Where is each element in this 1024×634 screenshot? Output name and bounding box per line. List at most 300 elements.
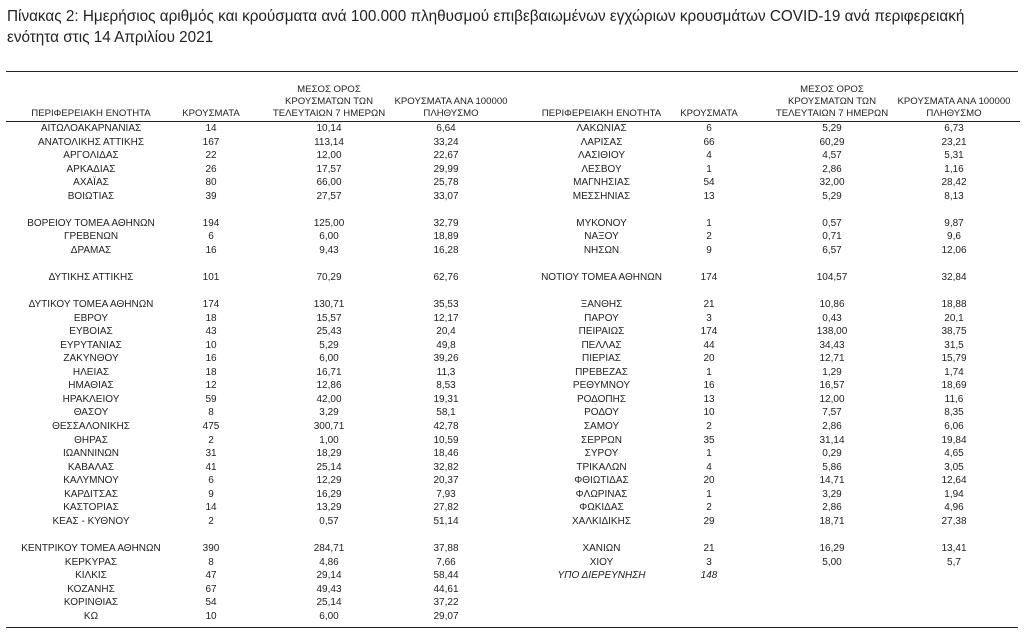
cell-per100k: 6,64 (436, 123, 456, 134)
cell-avg7: 5,29 (319, 339, 339, 351)
cell-cases: 18 (205, 312, 217, 324)
cell-region: ΑΡΓΟΛΙΔΑΣ (63, 150, 119, 162)
cell-cases: 66 (703, 136, 715, 148)
cell-per100k: 22,67 (433, 150, 459, 162)
cell-avg7: 138,00 (816, 326, 848, 338)
cell-avg7: 12,71 (819, 353, 845, 365)
cell-cases: 390 (202, 542, 220, 554)
cell-per100k: 4,96 (944, 502, 964, 514)
cell-per100k: 11,6 (944, 393, 964, 405)
cell-cases: 35 (703, 434, 715, 446)
cell-region: ΗΜΑΘΙΑΣ (68, 380, 114, 392)
cell-avg7: 6,00 (319, 610, 339, 622)
cell-per100k: 58,44 (433, 570, 459, 582)
header-avg7: ΜΕΣΟΣ ΟΡΟΣ ΚΡΟΥΣΜΑΤΩΝ ΤΩΝ ΤΕΛΕΥΤΑΙΩΝ 7 ΗΜΕΡΩΝ (775, 84, 889, 119)
table-row (6, 569, 514, 583)
cell-region: ΔΥΤΙΚΟΥ ΤΟΜΕΑ ΑΘΗΝΩΝ (28, 299, 154, 311)
table-row (6, 556, 514, 570)
cell-cases: 1 (706, 217, 712, 229)
cell-region: ΜΑΓΝΗΣΙΑΣ (573, 177, 630, 189)
cell-region: ΞΑΝΘΗΣ (580, 299, 623, 311)
table-row (514, 501, 1020, 515)
cell-cases: 54 (205, 597, 217, 609)
table-row (6, 217, 514, 231)
table-title: Πίνακας 2: Ημερήσιος αριθμός και κρούσματα ανά 100.000 πληθυσμού επιβεβαιωμένων εγχώριων κρουσμάτων COVID-19 ανά περιφερειακή ενότητα στις 14 Απριλίου 2021 (7, 8, 965, 46)
cell-per100k: 1,74 (944, 366, 964, 378)
table-row (6, 542, 514, 556)
cell-per100k: 5,7 (947, 556, 961, 568)
table-row (514, 474, 1020, 488)
table-row (514, 230, 1020, 244)
table-row (514, 136, 1020, 150)
table-row (6, 352, 514, 366)
cell-cases: 21 (703, 542, 715, 554)
cell-per100k: 18,89 (433, 231, 459, 243)
cell-per100k: 1,16 (944, 163, 964, 175)
cell-region: ΑΙΤΩΛΟΑΚΑΡΝΑΝΙΑΣ (40, 123, 142, 134)
cell-cases: 43 (205, 326, 217, 338)
cell-per100k: 29,07 (433, 610, 459, 622)
cell-cases: 59 (205, 393, 217, 405)
cell-region: ΚΙΛΚΙΣ (75, 570, 107, 582)
table-row (514, 420, 1020, 434)
cell-cases: 6 (208, 475, 214, 487)
cell-per100k: 32,79 (433, 217, 459, 229)
cell-per100k: 6,06 (944, 421, 964, 433)
cell-region: ΔΥΤΙΚΗΣ ΑΤΤΙΚΗΣ (48, 272, 134, 284)
cell-per100k: 39,26 (433, 353, 459, 365)
cell-cases: 6 (208, 231, 214, 243)
cell-region: ΡΕΘΥΜΝΟΥ (572, 380, 631, 392)
table-row (514, 271, 1020, 285)
cell-region: ΕΥΒΟΙΑΣ (69, 326, 113, 338)
cell-region: ΣΕΡΡΩΝ (581, 434, 622, 446)
cell-cases: 148 (700, 570, 718, 582)
right-table-body (514, 122, 1020, 583)
cell-avg7: 42,00 (316, 393, 342, 405)
cell-cases: 2 (706, 502, 712, 514)
cell-cases: 14 (205, 502, 217, 514)
cell-avg7: 25,14 (316, 597, 342, 609)
cell-cases: 3 (706, 556, 712, 568)
cell-per100k: 23,21 (941, 136, 967, 148)
cell-region: ΑΡΚΑΔΙΑΣ (66, 163, 116, 175)
cell-cases: 3 (706, 312, 712, 324)
table-row (6, 271, 514, 285)
table-row (6, 393, 514, 407)
cell-region: ΚΩ (83, 610, 99, 622)
cell-per100k: 44,61 (433, 583, 459, 595)
cell-per100k: 35,53 (433, 299, 459, 311)
header-per100k: ΚΡΟΥΣΜΑΤΑ ΑΝΑ 100000 ΠΛΗΘΥΣΜΟ (394, 96, 508, 119)
cell-cases: 13 (703, 190, 715, 202)
cell-region: ΚΑΒΑΛΑΣ (67, 461, 115, 473)
cell-avg7: 12,29 (316, 475, 342, 487)
cell-per100k: 19,31 (433, 393, 459, 405)
table-row (6, 298, 514, 312)
cell-region: ΧΑΛΚΙΔΙΚΗΣ (572, 515, 631, 527)
cell-avg7: 31,14 (819, 434, 845, 446)
table-row (6, 610, 514, 624)
cell-avg7: 7,57 (822, 407, 842, 419)
cell-avg7: 16,71 (316, 366, 342, 378)
cell-per100k: 20,1 (944, 312, 964, 324)
table-row (514, 393, 1020, 407)
cell-region: ΗΛΕΙΑΣ (72, 366, 110, 378)
table-row (6, 339, 514, 353)
table-row (514, 556, 1020, 570)
spacer-row (514, 257, 1020, 271)
cell-avg7: 0,43 (822, 312, 842, 324)
cell-per100k: 12,06 (941, 244, 967, 256)
table-row (6, 461, 514, 475)
cell-avg7: 12,00 (819, 393, 845, 405)
table-row (6, 434, 514, 448)
cell-cases: 2 (208, 515, 214, 527)
cell-per100k: 25,78 (433, 177, 459, 189)
cell-per100k: 4,65 (944, 448, 964, 460)
cell-region: ΠΡΕΒΕΖΑΣ (575, 366, 628, 378)
cell-region: ΦΘΙΩΤΙΔΑΣ (574, 475, 629, 487)
cell-region: ΡΟΔΟΥ (584, 407, 619, 419)
cell-per100k: 11,3 (436, 366, 456, 378)
cell-avg7: 13,29 (316, 502, 342, 514)
cell-region: ΠΕΛΛΑΣ (581, 339, 622, 351)
cell-region: ΘΕΣΣΑΛΟΝΙΚΗΣ (52, 421, 130, 433)
cell-cases: 39 (205, 190, 217, 202)
cell-avg7: 5,86 (822, 461, 842, 473)
cell-cases: 6 (706, 123, 712, 134)
cell-avg7: 32,00 (819, 177, 845, 189)
left-table-header (6, 72, 514, 122)
cell-region: ΛΕΣΒΟΥ (581, 163, 622, 175)
cell-avg7: 4,57 (822, 150, 842, 162)
cell-per100k: 31,5 (944, 339, 964, 351)
spacer-row (6, 257, 514, 271)
cell-cases: 12 (205, 380, 217, 392)
cell-avg7: 1,29 (822, 366, 842, 378)
cell-region: ΗΡΑΚΛΕΙΟΥ (62, 393, 120, 405)
cell-region: ΦΩΚΙΔΑΣ (579, 502, 624, 514)
cell-avg7: 16,29 (819, 542, 845, 554)
cell-per100k: 16,28 (433, 244, 459, 256)
cell-per100k: 1,94 (944, 488, 964, 500)
cell-per100k: 29,99 (433, 163, 459, 175)
table-row (514, 325, 1020, 339)
cell-per100k: 32,84 (941, 272, 967, 284)
cell-per100k: 28,42 (941, 177, 967, 189)
cell-cases: 14 (205, 123, 217, 134)
cell-cases: 2 (706, 421, 712, 433)
cell-per100k: 13,41 (941, 542, 967, 554)
cell-region: ΚΑΛΥΜΝΟΥ (63, 475, 119, 487)
cell-avg7: 104,57 (816, 272, 848, 284)
cell-cases: 31 (205, 448, 217, 460)
table-row (514, 488, 1020, 502)
cell-avg7: 9,43 (319, 244, 339, 256)
cell-cases: 167 (202, 136, 220, 148)
table-row (514, 569, 1020, 583)
cell-cases: 8 (208, 407, 214, 419)
cell-cases: 174 (700, 326, 718, 338)
table-row (6, 420, 514, 434)
cell-avg7: 10,14 (316, 123, 342, 134)
cell-avg7: 25,14 (316, 461, 342, 473)
cell-region: ΧΙΟΥ (589, 556, 614, 568)
table-row (6, 230, 514, 244)
table-row (6, 447, 514, 461)
table-row (6, 244, 514, 258)
table-row (6, 163, 514, 177)
cell-cases: 9 (208, 488, 214, 500)
cell-region: ΠΑΡΟΥ (584, 312, 619, 324)
cell-avg7: 6,00 (319, 353, 339, 365)
cell-per100k: 18,88 (941, 299, 967, 311)
cell-per100k: 51,14 (433, 515, 459, 527)
cell-per100k: 8,53 (436, 380, 456, 392)
cell-avg7: 60,29 (819, 136, 845, 148)
spacer-row (6, 203, 514, 217)
cell-avg7: 6,00 (319, 231, 339, 243)
table-row (6, 583, 514, 597)
table-row (6, 312, 514, 326)
cell-per100k: 15,79 (941, 353, 967, 365)
cell-region: ΚΕΑΣ - ΚΥΘΝΟΥ (52, 515, 130, 527)
cell-region: ΒΟΙΩΤΙΑΣ (67, 190, 115, 202)
cell-per100k: 7,93 (436, 488, 456, 500)
table-row (514, 366, 1020, 380)
cell-cases: 10 (205, 610, 217, 622)
table-row (514, 217, 1020, 231)
cell-avg7: 5,29 (822, 190, 842, 202)
table-row (514, 339, 1020, 353)
header-cases: ΚΡΟΥΣΜΑΤΑ (182, 108, 240, 119)
spacer-row (6, 285, 514, 299)
bottom-rule (6, 627, 1018, 628)
cell-per100k: 9,87 (944, 217, 964, 229)
cell-cases: 174 (202, 299, 220, 311)
cell-cases: 18 (205, 366, 217, 378)
cell-per100k: 37,88 (433, 542, 459, 554)
table-row (514, 298, 1020, 312)
cell-cases: 44 (703, 339, 715, 351)
cell-region: ΧΑΝΙΩΝ (582, 542, 621, 554)
cell-avg7: 130,71 (313, 299, 345, 311)
cell-cases: 1 (706, 448, 712, 460)
cell-cases: 20 (703, 353, 715, 365)
cell-region: ΦΛΩΡΙΝΑΣ (575, 488, 628, 500)
cell-cases: 174 (700, 272, 718, 284)
cell-per100k: 42,78 (433, 421, 459, 433)
cell-per100k: 8,35 (944, 407, 964, 419)
cell-region: ΣΑΜΟΥ (583, 421, 620, 433)
table-row (514, 406, 1020, 420)
spacer-row (514, 203, 1020, 217)
spacer-row (514, 285, 1020, 299)
cell-cases: 1 (706, 488, 712, 500)
table-row (6, 515, 514, 529)
table-row (6, 501, 514, 515)
cell-avg7: 29,14 (316, 570, 342, 582)
cell-per100k: 32,82 (433, 461, 459, 473)
cell-avg7: 17,57 (316, 163, 342, 175)
cell-per100k: 6,73 (944, 123, 964, 134)
cell-avg7: 0,57 (822, 217, 842, 229)
cell-region: ΚΟΖΑΝΗΣ (67, 583, 115, 595)
table-row (514, 176, 1020, 190)
cell-avg7: 5,29 (822, 123, 842, 134)
table-row (6, 406, 514, 420)
cell-cases: 475 (202, 421, 220, 433)
cell-cases: 67 (205, 583, 217, 595)
cell-region: ΒΟΡΕΙΟΥ ΤΟΜΕΑ ΑΘΗΝΩΝ (27, 217, 155, 229)
cell-cases: 22 (205, 150, 217, 162)
cell-cases: 16 (205, 244, 217, 256)
cell-region: ΤΡΙΚΑΛΩΝ (576, 461, 627, 473)
cell-region: ΜΥΚΟΝΟΥ (576, 217, 627, 229)
table-row (6, 149, 514, 163)
right-table-header (514, 72, 1020, 122)
table-row (514, 447, 1020, 461)
cell-region: ΕΥΡΥΤΑΝΙΑΣ (60, 339, 122, 351)
table-row (514, 461, 1020, 475)
cell-avg7: 16,29 (316, 488, 342, 500)
table-row (514, 379, 1020, 393)
cell-cases: 2 (208, 434, 214, 446)
table-row (6, 596, 514, 610)
cell-avg7: 27,57 (316, 190, 342, 202)
cell-cases: 16 (205, 353, 217, 365)
cell-avg7: 2,86 (822, 421, 842, 433)
cell-cases: 29 (703, 515, 715, 527)
cell-avg7: 3,29 (822, 488, 842, 500)
cell-region: ΔΡΑΜΑΣ (70, 244, 112, 256)
cell-per100k: 62,76 (433, 272, 459, 284)
cell-cases: 10 (205, 339, 217, 351)
cell-avg7: 284,71 (313, 542, 345, 554)
table-row (6, 474, 514, 488)
table-row (6, 488, 514, 502)
cell-avg7: 16,57 (819, 380, 845, 392)
cell-cases: 101 (202, 272, 220, 284)
cell-per100k: 19,84 (941, 434, 967, 446)
cell-region: ΕΒΡΟΥ (73, 312, 109, 324)
header-region: ΠΕΡΙΦΕΡΕΙΑΚΗ ΕΝΟΤΗΤΑ (541, 108, 662, 119)
cell-region: ΚΕΡΚΥΡΑΣ (64, 556, 118, 568)
cell-avg7: 66,00 (316, 177, 342, 189)
cell-per100k: 12,17 (433, 312, 459, 324)
table-row (514, 163, 1020, 177)
header-per100k: ΚΡΟΥΣΜΑΤΑ ΑΝΑ 100000 ΠΛΗΘΥΣΜΟ (897, 96, 1011, 119)
cell-region: ΠΙΕΡΙΑΣ (582, 353, 621, 365)
table-row (514, 434, 1020, 448)
cell-avg7: 0,71 (822, 231, 842, 243)
table-row (6, 122, 514, 136)
cell-avg7: 34,43 (819, 339, 845, 351)
cell-region: ΚΕΝΤΡΙΚΟΥ ΤΟΜΕΑ ΑΘΗΝΩΝ (21, 542, 161, 554)
cell-cases: 9 (706, 244, 712, 256)
left-table-body (6, 122, 514, 623)
cell-per100k: 5,31 (944, 150, 964, 162)
cell-per100k: 7,66 (436, 556, 456, 568)
cell-region: ΡΟΔΟΠΗΣ (576, 393, 627, 405)
cell-per100k: 9,6 (947, 231, 961, 243)
cell-avg7: 113,14 (314, 136, 344, 148)
cell-avg7: 12,86 (316, 380, 342, 392)
cell-cases: 1 (706, 366, 712, 378)
cell-avg7: 2,86 (822, 502, 842, 514)
table-row (514, 190, 1020, 204)
cell-cases: 16 (703, 380, 715, 392)
cell-region: ΠΕΙΡΑΙΩΣ (578, 326, 625, 338)
cell-cases: 13 (703, 393, 715, 405)
cell-avg7: 300,71 (313, 421, 345, 433)
cell-cases: 4 (706, 461, 712, 473)
cell-avg7: 0,57 (319, 515, 339, 527)
cell-region: ΖΑΚΥΝΘΟΥ (63, 353, 119, 365)
cell-per100k: 10,59 (433, 434, 459, 446)
cell-region: ΚΑΣΤΟΡΙΑΣ (63, 502, 119, 514)
table-row (6, 136, 514, 150)
cell-per100k: 20,37 (433, 475, 459, 487)
cell-cases: 1 (706, 163, 712, 175)
cell-region: ΝΟΤΙΟΥ ΤΟΜΕΑ ΑΘΗΝΩΝ (541, 272, 662, 284)
cell-cases: 41 (205, 461, 217, 473)
table-row (514, 122, 1020, 136)
header-region: ΠΕΡΙΦΕΡΕΙΑΚΗ ΕΝΟΤΗΤΑ (31, 108, 151, 119)
table-row (6, 176, 514, 190)
cell-region: ΛΑΚΩΝΙΑΣ (576, 123, 627, 134)
cell-cases: 47 (205, 570, 217, 582)
table-row (514, 515, 1020, 529)
cell-avg7: 49,43 (316, 583, 342, 595)
cell-avg7: 0,29 (822, 448, 842, 460)
cell-per100k: 27,38 (941, 515, 967, 527)
cell-per100k: 12,64 (941, 475, 967, 487)
cell-cases: 2 (706, 231, 712, 243)
cell-avg7: 70,29 (316, 272, 342, 284)
cell-region: ΛΑΣΙΘΙΟΥ (578, 150, 625, 162)
cell-cases: 54 (703, 177, 715, 189)
cell-cases: 194 (202, 217, 220, 229)
cell-cases: 26 (205, 163, 217, 175)
cell-avg7: 18,71 (819, 515, 845, 527)
cell-per100k: 3,05 (944, 461, 964, 473)
cell-avg7: 14,71 (819, 475, 845, 487)
cell-cases: 80 (205, 177, 217, 189)
cell-avg7: 125,00 (313, 217, 345, 229)
cell-region: ΚΟΡΙΝΘΙΑΣ (63, 597, 119, 609)
cell-per100k: 18,69 (941, 380, 967, 392)
cell-region: ΝΑΞΟΥ (584, 231, 619, 243)
table-row (514, 312, 1020, 326)
table-row (6, 190, 514, 204)
cell-region: ΜΕΣΣΗΝΙΑΣ (572, 190, 631, 202)
cell-region: ΣΥΡΟΥ (584, 448, 619, 460)
cell-region: ΑΧΑΪΑΣ (73, 177, 109, 189)
spacer-row (514, 528, 1020, 542)
cell-avg7: 3,29 (319, 407, 339, 419)
cell-cases: 21 (703, 299, 715, 311)
cell-cases: 10 (703, 407, 715, 419)
cell-cases: 20 (703, 475, 715, 487)
cell-region: ΚΑΡΔΙΤΣΑΣ (64, 488, 118, 500)
cell-per100k: 33,24 (433, 136, 459, 148)
cell-avg7: 1,00 (319, 434, 339, 446)
left-table (6, 72, 514, 623)
table-row (6, 366, 514, 380)
cell-avg7: 25,43 (316, 326, 342, 338)
